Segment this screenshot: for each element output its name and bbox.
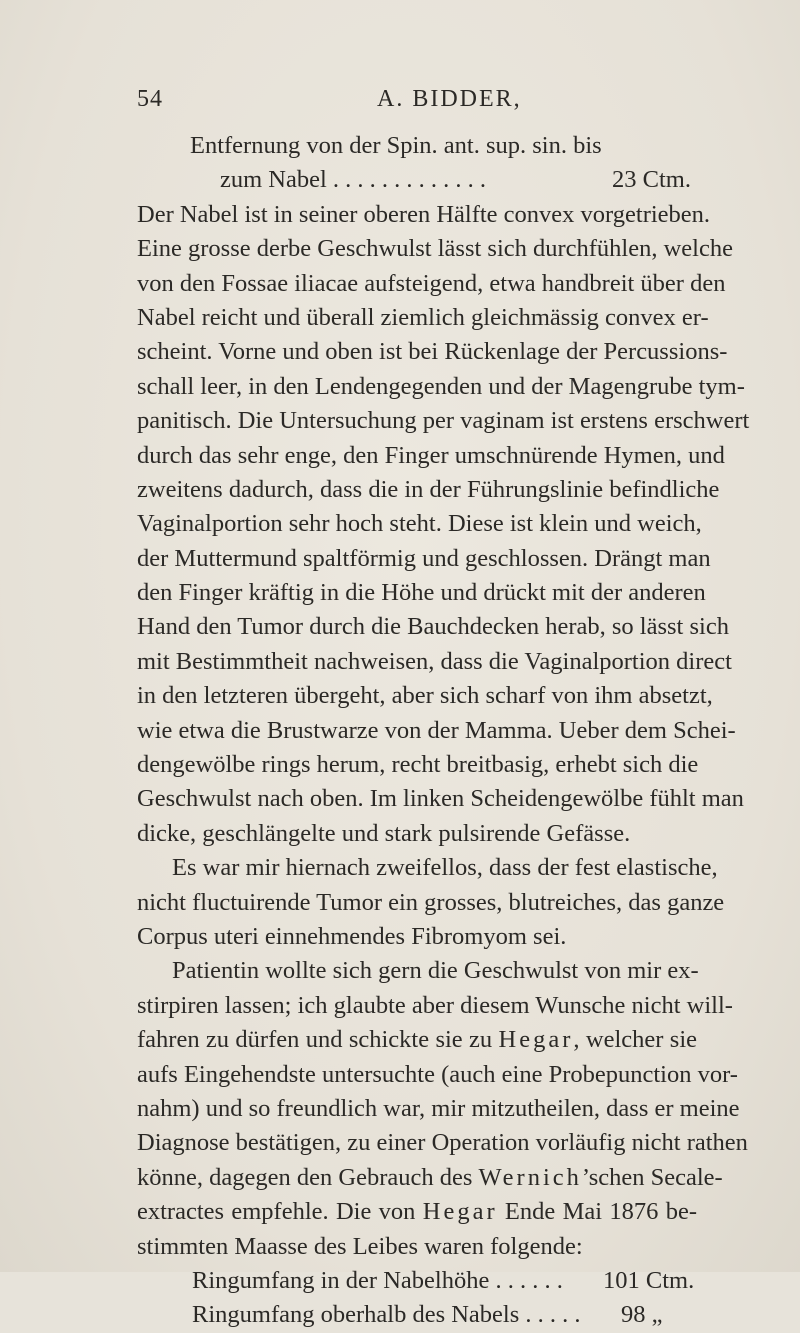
text-line: Diagnose bestätigen, zu einer Operation vorläufig nicht rathen [137,1129,748,1157]
measure-value: 98 „ [621,1301,663,1329]
text-line: den Finger kräftig in die Höhe und drückt mit der anderen [137,579,706,607]
text-line: wie etwa die Brustwarze von der Mamma. Ueber dem Schei- [137,716,736,744]
text-line: stimmten Maasse des Leibes waren folgende: [137,1232,583,1260]
text-line [137,1023,697,1057]
text-segment: Ende Mai 1876 be- [497,1198,697,1226]
text-line: Es war mir hiernach zweifellos, dass der fest elastische, [172,854,718,882]
text-line: zweitens dadurch, dass die in der Führungslinie befindliche [137,475,720,503]
paragraph [137,851,725,954]
paragraph [137,198,750,851]
text-line [137,1161,723,1195]
measure-line [137,1264,697,1298]
text-line: in den letzteren übergeht, aber sich scharf von ihm absetzt, [137,682,713,710]
page-number: 54 [137,86,163,112]
text-line: Der Nabel ist in seiner oberen Hälfte convex vorgetrieben. [137,200,711,228]
text-segment: extractes empfehle. Die von [137,1198,423,1226]
text-line: Patientin wollte sich gern die Geschwulst von mir ex- [172,957,699,985]
text-line [137,1195,697,1229]
measure-label: Ringumfang in der Nabelhöhe . . . . . . [192,1266,563,1294]
running-head: A. BIDDER, [377,86,522,112]
measure-line [137,163,697,197]
measure-label: Ringumfang oberhalb des Nabels . . . . . [192,1301,581,1329]
text-line: Nabel reicht und überall ziemlich gleichmässig convex er- [137,303,709,331]
text-line: der Muttermund spaltförmig und geschlossen. Drängt man [137,544,711,572]
text-segment: könne, dagegen den Gebrauch des [137,1163,479,1191]
measure-line [137,1298,697,1332]
measure-label: Entfernung von der Spin. ant. sup. sin. bis [190,132,602,159]
measure-label: zum Nabel . . . . . . . . . . . . . [220,166,487,194]
text-line: nicht fluctuirende Tumor ein grosses, blutreiches, das ganze [137,888,725,916]
measure-value: 101 Ctm. [603,1266,695,1294]
text-segment: , welcher sie [573,1026,698,1054]
text-line: Eine grosse derbe Geschwulst lässt sich durchfühlen, welche [137,235,733,263]
text-line: durch das sehr enge, den Finger umschnürende Hymen, und [137,441,725,469]
measure-line [137,129,697,163]
page-header [137,86,697,120]
measure-value: 23 Ctm. [612,166,691,194]
person-name: Wernich [478,1163,582,1191]
text-line: dicke, geschlängelte und stark pulsirende Gefässe. [137,819,631,847]
paragraph [137,954,748,1264]
text-segment: fahren zu dürfen und schickte sie zu [137,1026,499,1054]
text-segment: ’schen Secale- [581,1163,723,1191]
text-line: panitisch. Die Untersuchung per vaginam ist erstens erschwert [137,407,750,435]
page-body [137,129,750,1333]
text-line: schall leer, in den Lendengegenden und der Magengrube tym- [137,372,745,400]
text-line: stirpiren lassen; ich glaubte aber diesem Wunsche nicht will- [137,991,733,1019]
person-name: Hegar [422,1198,498,1226]
text-line: Corpus uteri einnehmendes Fibromyom sei. [137,922,567,950]
text-line: nahm) und so freundlich war, mir mitzutheilen, dass er meine [137,1094,740,1122]
text-line: Hand den Tumor durch die Bauchdecken herab, so lässt sich [137,613,729,641]
text-line: von den Fossae iliacae aufsteigend, etwa handbreit über den [137,269,726,297]
text-line: aufs Eingehendste untersuchte (auch eine Probepunction vor- [137,1060,738,1088]
person-name: Hegar [498,1026,574,1054]
text-line: Vaginalportion sehr hoch steht. Diese ist klein und weich, [137,510,702,538]
text-line: dengewölbe rings herum, recht breitbasig, erhebt sich die [137,751,699,779]
text-line: mit Bestimmtheit nachweisen, dass die Vaginalportion direct [137,647,732,675]
text-line: Geschwulst nach oben. Im linken Scheidengewölbe fühlt man [137,785,744,813]
text-line: scheint. Vorne und oben ist bei Rückenlage der Percussions- [137,338,728,366]
